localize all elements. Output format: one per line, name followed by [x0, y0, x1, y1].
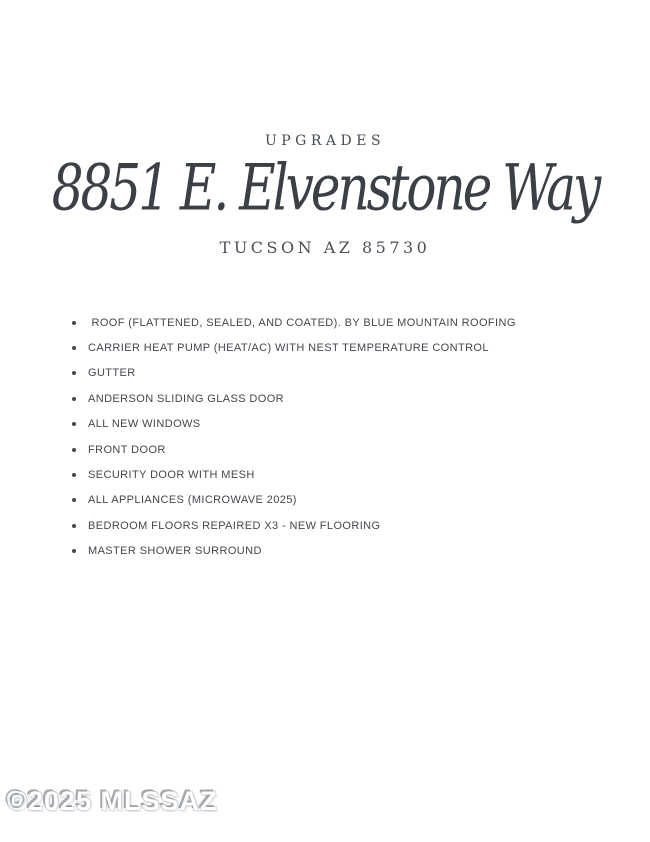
bullet-icon [72, 549, 76, 553]
list-item [72, 335, 610, 360]
list-item [72, 437, 610, 462]
list-item-label: CARRIER HEAT PUMP (HEAT/AC) WITH NEST TEMPERATURE CONTROL [88, 342, 489, 355]
list-item-label: MASTER SHOWER SURROUND [88, 545, 262, 558]
bullet-icon [72, 321, 76, 325]
list-item [72, 310, 610, 335]
mls-copyright-watermark: ©2025 MLSSAZ [7, 786, 218, 816]
list-item-label: ALL NEW WINDOWS [88, 418, 201, 431]
list-item-label: GUTTER [88, 367, 136, 380]
bullet-icon [72, 422, 76, 426]
bullet-icon [72, 498, 76, 502]
bullet-icon [72, 397, 76, 401]
bullet-icon [72, 346, 76, 350]
list-item [72, 488, 610, 513]
bullet-icon [72, 371, 76, 375]
list-item-label: ROOF (FLATTENED, SEALED, AND COATED). BY BLUE MOUNTAIN ROOFING [88, 316, 516, 329]
list-item [72, 539, 610, 564]
list-item-label: ALL APPLIANCES (MICROWAVE 2025) [88, 494, 297, 507]
bullet-icon [72, 448, 76, 452]
city-state-zip: TUCSON AZ 85730 [219, 238, 431, 257]
upgrades-list [72, 310, 610, 564]
list-item-label: BEDROOM FLOORS REPAIRED X3 - NEW FLOORING [88, 519, 381, 532]
list-item [72, 386, 610, 411]
eyebrow-title: UPGRADES [264, 133, 386, 149]
list-item [72, 513, 610, 538]
list-item [72, 412, 610, 437]
list-item [72, 361, 610, 386]
list-item-label: FRONT DOOR [88, 443, 166, 456]
list-item-label: ANDERSON SLIDING GLASS DOOR [88, 392, 285, 405]
bullet-icon [72, 524, 76, 528]
address-script-title: 8851 E. Elvenstone Way [51, 150, 599, 225]
list-item [72, 462, 610, 487]
bullet-icon [72, 473, 76, 477]
list-item-label: SECURITY DOOR WITH MESH [88, 469, 255, 482]
